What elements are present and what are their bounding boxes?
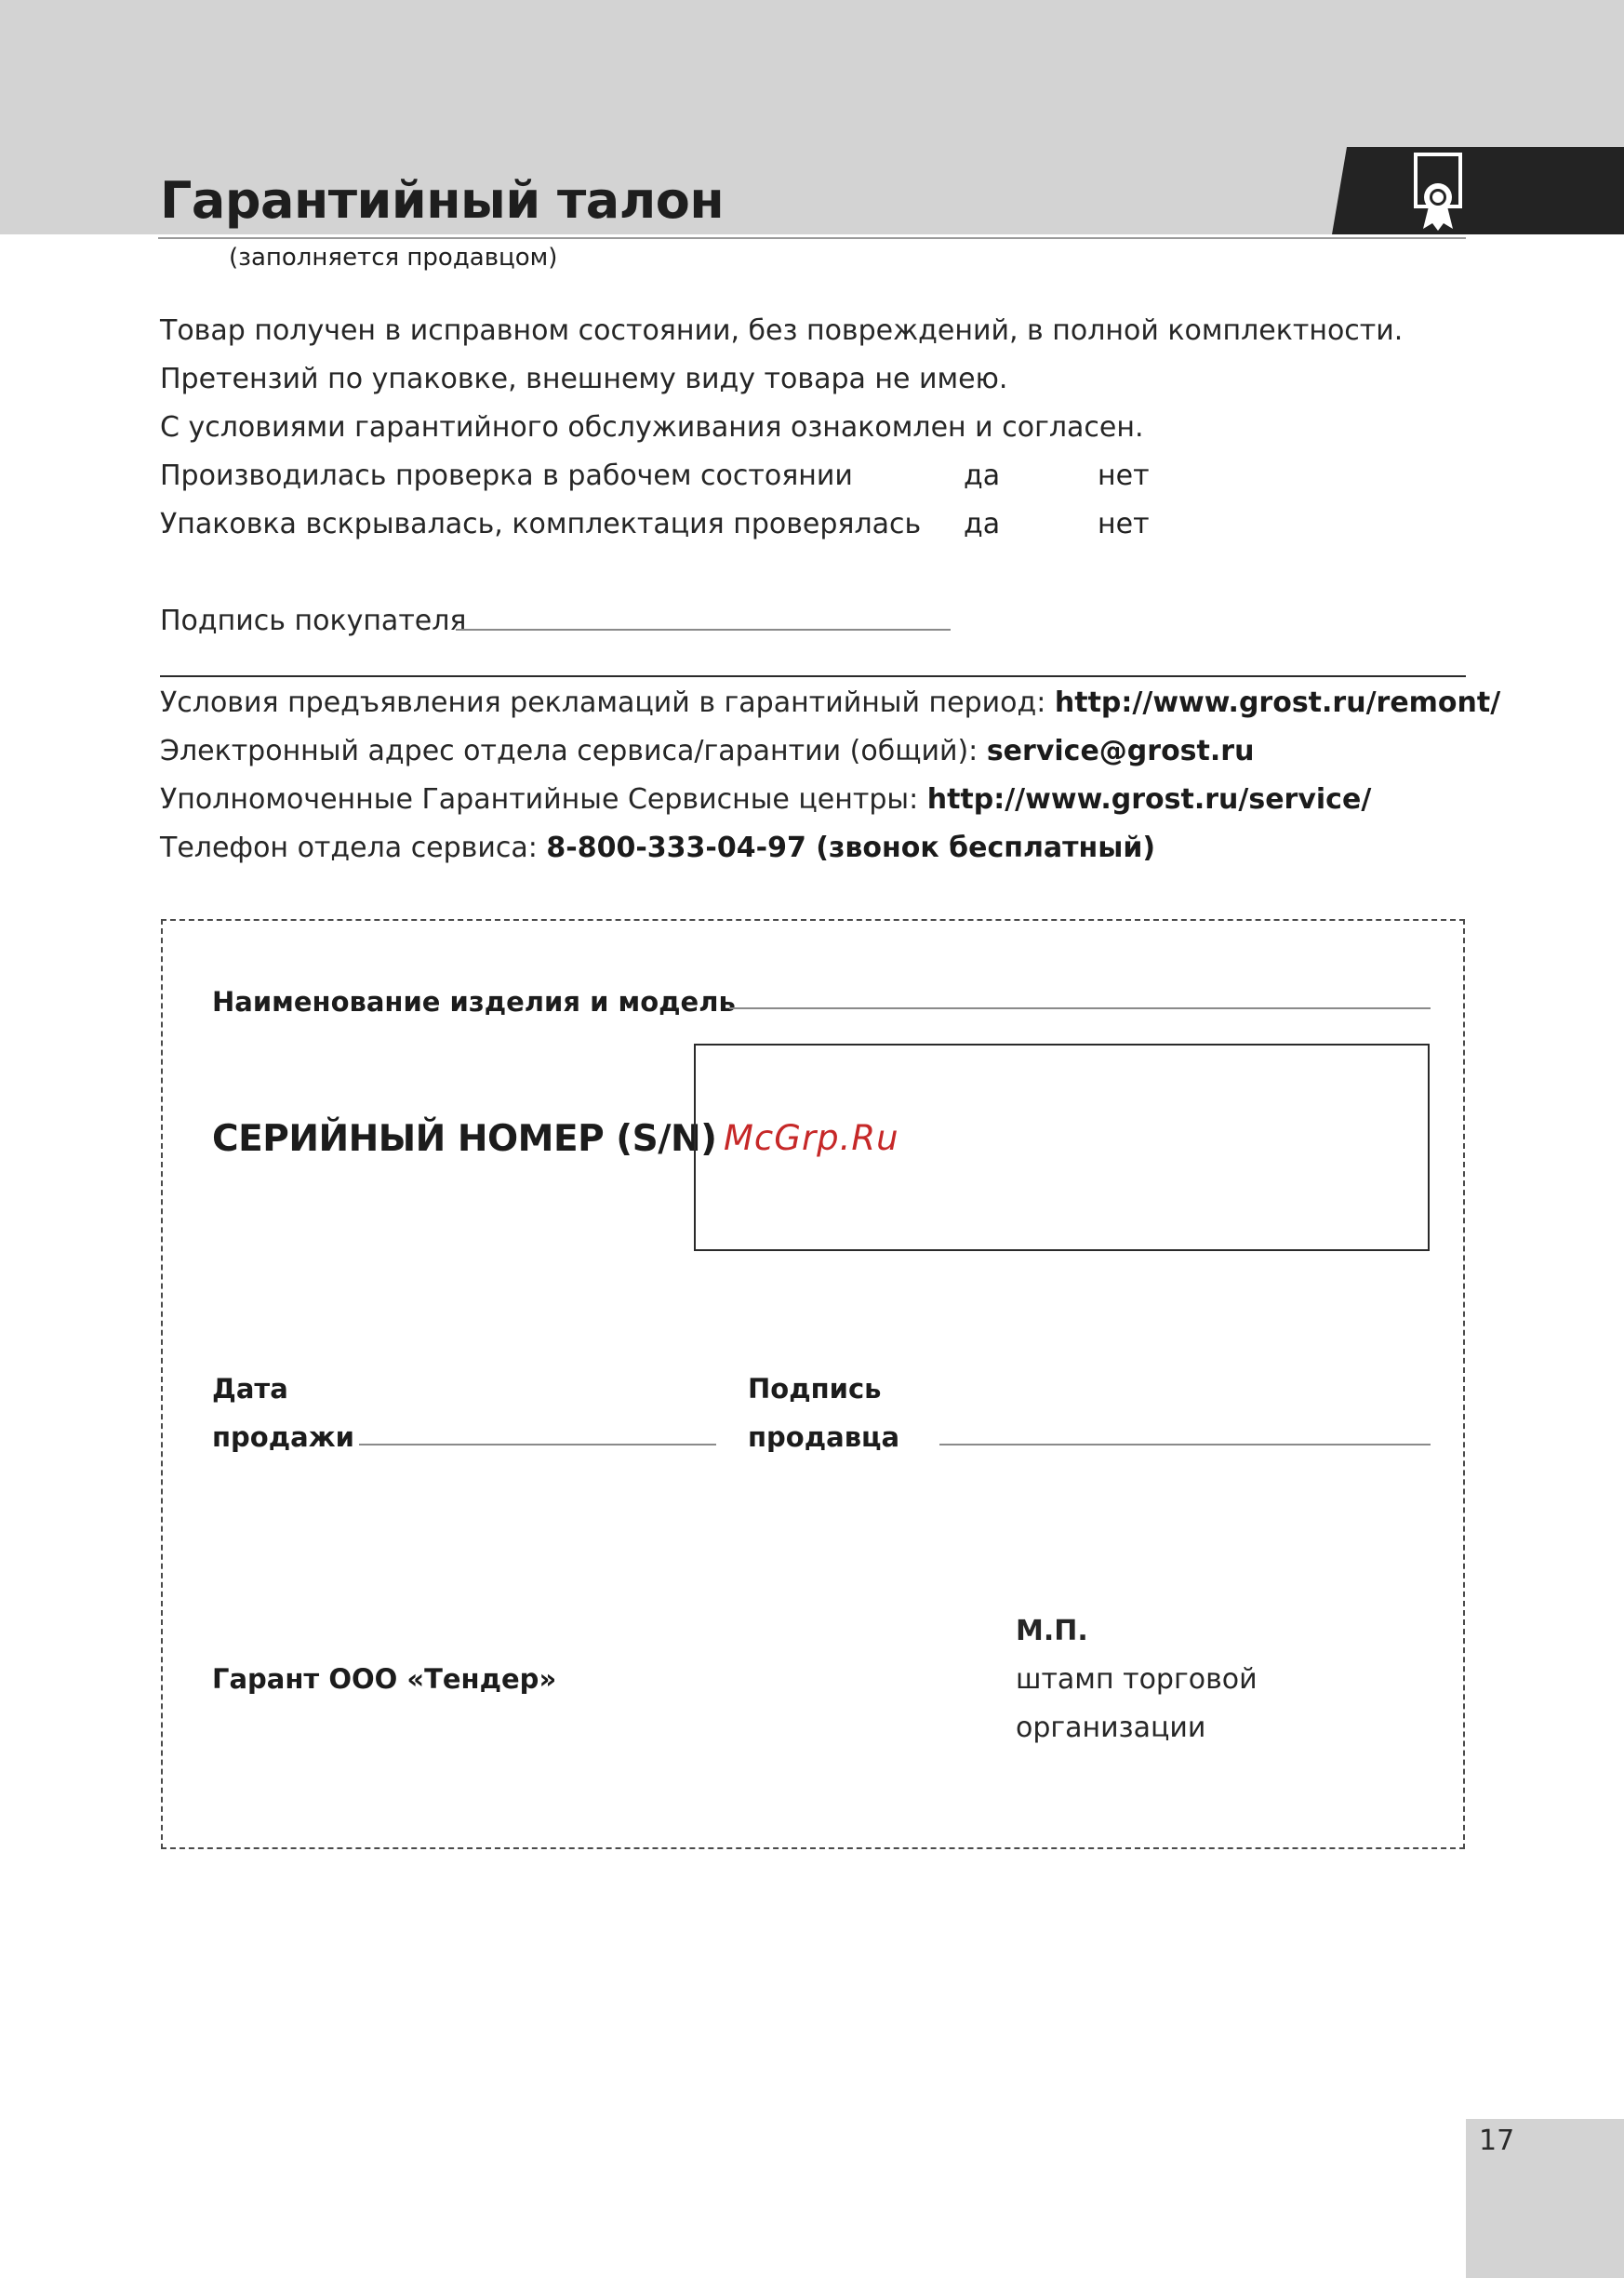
product-model-label: Наименование изделия и модель bbox=[212, 986, 736, 1018]
service-email-link[interactable]: service@grost.ru bbox=[986, 735, 1255, 767]
buyer-signature-label: Подпись покупателя bbox=[160, 605, 467, 637]
claims-label: Условия предъявления рекламаций в гарантийный период: bbox=[160, 686, 1046, 719]
service-centers-link[interactable]: http://www.grost.ru/service/ bbox=[926, 783, 1372, 816]
claims-link[interactable]: http://www.grost.ru/remont/ bbox=[1054, 686, 1501, 719]
stamp-caption-1: штамп торговой bbox=[1016, 1663, 1258, 1696]
stamp-caption-2: организации bbox=[1016, 1712, 1206, 1744]
page-title: Гарантийный талон bbox=[160, 171, 725, 230]
service-email-info bbox=[160, 735, 1254, 767]
service-email-label: Электронный адрес отдела сервиса/гарантии (общий): bbox=[160, 735, 978, 767]
page-subtitle: (заполняется продавцом) bbox=[229, 244, 558, 272]
check-yes-package[interactable]: да bbox=[964, 508, 1001, 540]
watermark: McGrp.Ru bbox=[724, 1118, 899, 1158]
service-centers-label: Уполномоченные Гарантийные Сервисные центры: bbox=[160, 783, 919, 816]
seller-signature-label: Подпись bbox=[748, 1373, 882, 1405]
declaration-line: Претензий по упаковке, внешнему виду товара не имею. bbox=[160, 363, 1008, 395]
check-no-working[interactable]: нет bbox=[1098, 460, 1150, 492]
seller-signature-field[interactable] bbox=[939, 1444, 1431, 1445]
check-label-working: Производилась проверка в рабочем состоянии bbox=[160, 460, 853, 492]
check-yes-working[interactable]: да bbox=[964, 460, 1001, 492]
check-no-package[interactable]: нет bbox=[1098, 508, 1150, 540]
section-divider bbox=[160, 675, 1466, 677]
declaration-line: С условиями гарантийного обслуживания ознакомлен и согласен. bbox=[160, 411, 1144, 444]
stamp-title: М.П. bbox=[1016, 1615, 1088, 1647]
title-divider bbox=[158, 237, 1466, 239]
declaration-line: Товар получен в исправном состоянии, без повреждений, в полной комплектности. bbox=[160, 314, 1404, 347]
seller-signature-label-2: продавца bbox=[748, 1421, 900, 1453]
serial-number-label: СЕРИЙНЫЙ НОМЕР (S/N) bbox=[212, 1118, 717, 1160]
phone-info bbox=[160, 832, 1155, 864]
buyer-signature-field[interactable] bbox=[456, 629, 951, 631]
service-centers-info bbox=[160, 783, 1371, 816]
header-corner-block bbox=[1332, 147, 1624, 234]
claims-info bbox=[160, 686, 1500, 719]
sale-date-label-2: продажи bbox=[212, 1421, 354, 1453]
sale-date-label: Дата bbox=[212, 1373, 288, 1405]
phone-label: Телефон отдела сервиса: bbox=[160, 832, 538, 864]
check-label-package: Упаковка вскрывалась, комплектация проверялась bbox=[160, 508, 922, 540]
page-number: 17 bbox=[1479, 2125, 1515, 2157]
product-model-field[interactable] bbox=[729, 1007, 1431, 1009]
sale-date-field[interactable] bbox=[359, 1444, 716, 1445]
certificate-icon bbox=[1406, 149, 1470, 233]
phone-number[interactable]: 8-800-333-04-97 (звонок бесплатный) bbox=[546, 832, 1156, 864]
guarantor-label: Гарант ООО «Тендер» bbox=[212, 1663, 557, 1695]
